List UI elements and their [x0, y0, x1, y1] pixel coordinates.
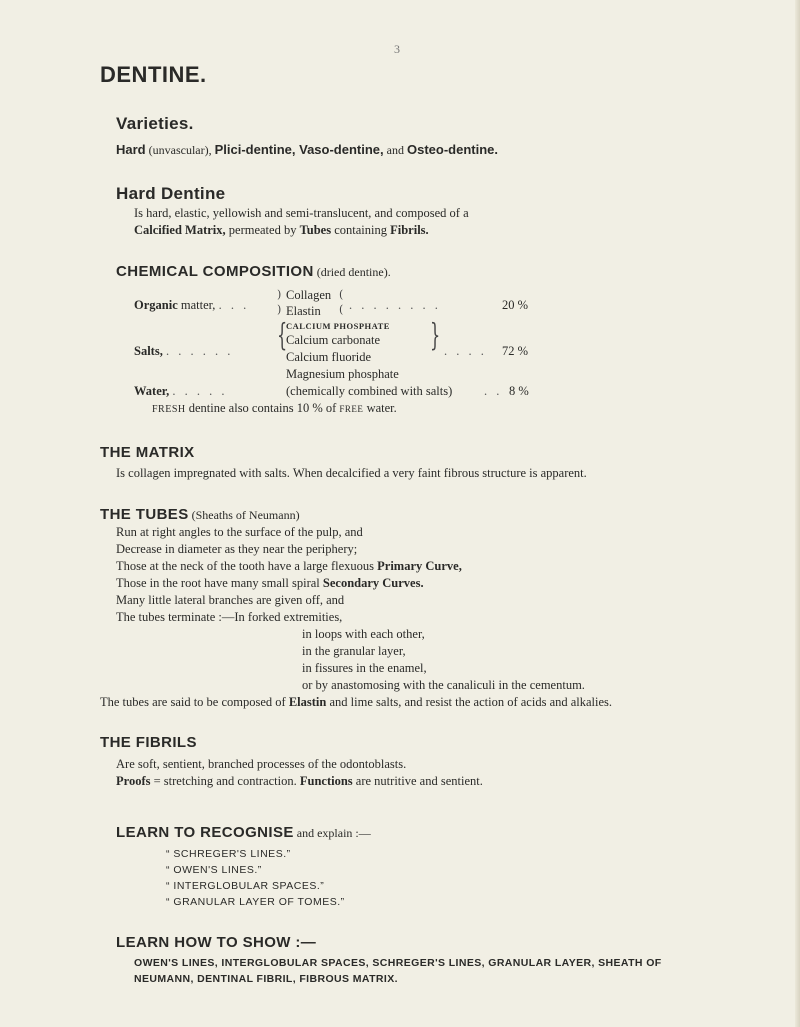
water-row-label: Water, . . . . .	[134, 384, 228, 398]
fibrils-text	[116, 756, 483, 790]
hard-dentine-heading: Hard Dentine	[116, 184, 226, 203]
salt-4: Magnesium phosphate	[286, 367, 399, 381]
elastin: Elastin	[286, 304, 321, 318]
recognise-heading: LEARN TO RECOGNISE	[116, 824, 294, 841]
variety-unvascular: (unvascular),	[145, 143, 215, 157]
water-dots: . .	[484, 384, 503, 398]
tubes-heading-row	[100, 504, 300, 523]
salts-brace-right: }	[430, 317, 441, 354]
water-percent: 8 %	[509, 384, 529, 398]
salt-3: Calcium fluoride	[286, 350, 372, 364]
fibrils-line2	[116, 773, 483, 790]
salts-row-label: Salts, . . . . . .	[134, 344, 234, 358]
organic-dots: . . . . . . . .	[349, 298, 441, 312]
hard-dentine-line2	[134, 222, 469, 239]
salts-percent: 72 %	[502, 344, 529, 358]
tubes-line3	[116, 558, 612, 575]
collagen: Collagen	[286, 288, 332, 302]
elastin-term: Elastin	[288, 695, 327, 709]
composition-table	[134, 287, 654, 407]
organic-percent: 20 %	[502, 298, 529, 312]
organic-brace-right: ( (	[339, 288, 344, 316]
tubes-heading-note: (Sheaths of Neumann)	[188, 508, 300, 522]
fibrils-term: Fibrils.	[390, 223, 429, 237]
salts-dots: . . . .	[444, 344, 487, 358]
calcified-matrix: Calcified Matrix,	[134, 223, 226, 237]
termination-4: or by anastomosing with the canaliculi in the cementum.	[302, 678, 585, 692]
hard-dentine-line1: Is hard, elastic, yellowish and semi-translucent, and composed of a	[134, 206, 469, 220]
proofs-term: Proofs	[116, 774, 151, 788]
termination-2: in the granular layer,	[302, 644, 406, 658]
chemical-heading-row	[116, 261, 391, 280]
matrix-text: Is collagen impregnated with salts. When decalcified a very faint fibrous structure is apparent.	[116, 466, 587, 480]
fresh-prefix: FRESH	[152, 404, 186, 415]
show-line1: OWEN'S LINES, INTERGLOBULAR SPACES, SCHREGER'S LINES, GRANULAR LAYER, SHEATH OF	[134, 957, 662, 969]
matrix-heading: THE MATRIX	[100, 444, 195, 461]
tubes-line2: Decrease in diameter as they near the periphery;	[116, 542, 358, 556]
fibrils-line1: Are soft, sentient, branched processes of the odontoblasts.	[116, 757, 407, 771]
salt-2: Calcium carbonate	[286, 333, 381, 347]
primary-curve: Primary Curve,	[377, 559, 462, 573]
variety-hard: Hard	[116, 142, 146, 157]
tubes-line3a: Those at the neck of the tooth have a large flexuous	[116, 559, 378, 573]
hard-dentine-containing: containing	[331, 223, 391, 237]
page-edge-shadow	[795, 0, 800, 1027]
varieties-line	[116, 142, 498, 158]
salts-label: Salts,	[134, 344, 163, 358]
show-line2: NEUMANN, DENTINAL FIBRIL, FIBROUS MATRIX.	[134, 973, 398, 985]
tubes-term: Tubes	[299, 223, 332, 237]
recognise-item-1: “ SCHREGER'S LINES.”	[166, 848, 291, 860]
show-heading: LEARN HOW TO SHOW :—	[116, 934, 317, 951]
salt-1: CALCIUM PHOSPHATE	[286, 321, 390, 331]
organic-brace-left: ) )	[277, 288, 282, 316]
tubes-last-c: and lime salts, and resist the action of acids and alkalies.	[326, 695, 613, 709]
chemical-note: (dried dentine).	[313, 265, 391, 279]
chemical-heading: CHEMICAL COMPOSITION	[116, 263, 314, 280]
proofs-rest: = stretching and contraction.	[150, 774, 300, 788]
recognise-heading-row	[116, 822, 371, 841]
recognise-list	[166, 846, 345, 910]
fresh-free: FREE	[339, 404, 364, 414]
termination-1: in loops with each other,	[302, 627, 425, 641]
functions-term: Functions	[299, 774, 353, 788]
tubes-line5: Many little lateral branches are given off, and	[116, 593, 345, 607]
fresh-end: water.	[363, 401, 397, 415]
fresh-dentine-note	[152, 400, 397, 418]
fibrils-heading: THE FIBRILS	[100, 734, 197, 751]
water-label: Water,	[134, 384, 170, 398]
tubes-heading: THE TUBES	[100, 506, 189, 523]
fresh-mid: dentine also contains 10 % of	[185, 401, 340, 415]
organic-label: Organic	[134, 298, 178, 312]
show-list	[134, 955, 662, 987]
varieties-heading: Varieties.	[116, 114, 194, 133]
organic-rest: matter,	[177, 298, 216, 312]
tubes-line4a: Those in the root have many small spiral	[116, 576, 323, 590]
organic-row-label: Organic matter, . . .	[134, 298, 250, 312]
recognise-note: and explain :—	[293, 826, 371, 840]
tubes-text	[100, 524, 613, 711]
water-note: (chemically combined with salts)	[286, 384, 453, 398]
variety-osteo: Osteo-dentine.	[406, 142, 498, 157]
tubes-last-a: The tubes are said to be composed of	[100, 695, 289, 709]
tubes-line4	[116, 575, 612, 592]
recognise-item-4: “ GRANULAR LAYER OF TOMES.”	[166, 896, 345, 908]
tubes-last-line	[100, 694, 612, 711]
variety-and: and	[383, 143, 407, 157]
recognise-item-2: “ OWEN'S LINES.”	[166, 864, 262, 876]
secondary-curves: Secondary Curves.	[322, 576, 424, 590]
salts-brace-left: {	[277, 317, 288, 354]
functions-rest: are nutritive and sentient.	[352, 774, 483, 788]
recognise-item-3: “ INTERGLOBULAR SPACES.”	[166, 880, 325, 892]
page-number: 3	[394, 42, 400, 56]
hard-dentine-permeated: permeated by	[225, 223, 300, 237]
hard-dentine-text	[134, 205, 469, 239]
page-title: DENTINE.	[100, 62, 207, 87]
tubes-line6: The tubes terminate :—In forked extremities,	[116, 610, 343, 624]
termination-3: in fissures in the enamel,	[302, 661, 427, 675]
tubes-line1: Run at right angles to the surface of the pulp, and	[116, 525, 363, 539]
variety-types: Plici-dentine, Vaso-dentine,	[214, 142, 384, 157]
